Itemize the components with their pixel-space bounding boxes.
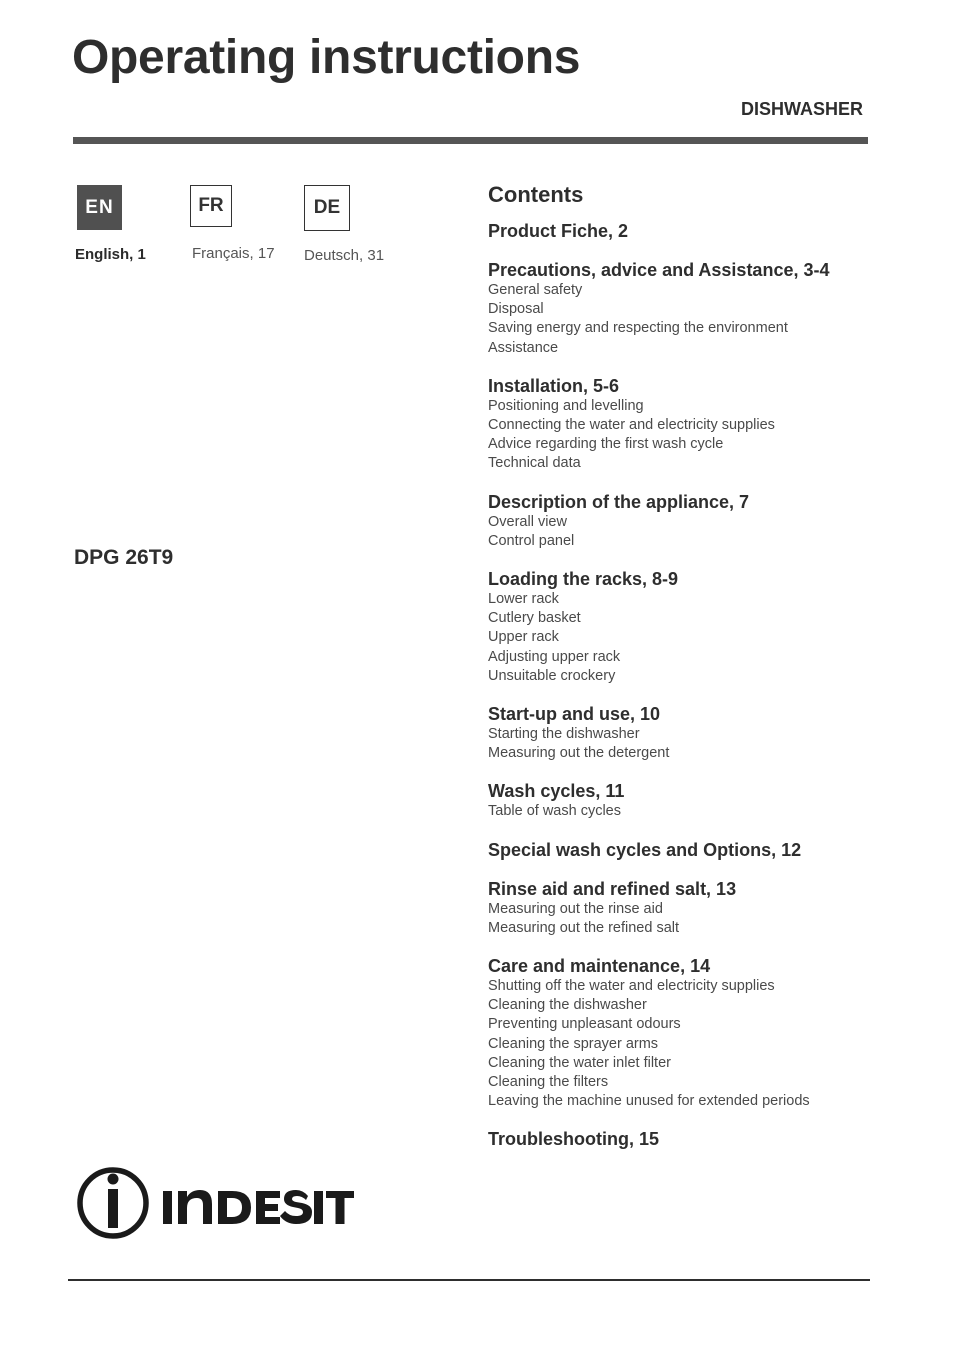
language-label-fr: Français, 17 [192,245,275,262]
header-divider [73,137,868,144]
contents-section [488,491,888,551]
contents-subitem[interactable]: Shutting off the water and electricity supplies [488,978,775,995]
language-code-en[interactable]: EN [77,185,122,230]
contents-section [488,1128,888,1150]
contents-subitem[interactable]: Assistance [488,339,559,356]
model-number: DPG 26T9 [74,546,174,569]
contents-subitem[interactable]: Starting the dishwasher [488,726,640,743]
contents-subitem[interactable]: Disposal [488,301,544,318]
contents-subitem[interactable]: Lower rack [488,591,559,608]
contents-section [488,568,888,686]
contents-subitem[interactable]: Cleaning the sprayer arms [488,1035,659,1052]
contents-subitem[interactable]: Cleaning the water inlet filter [488,1054,671,1071]
contents-subitem[interactable]: Saving energy and respecting the environment [488,320,788,337]
contents-section-title[interactable]: Special wash cycles and Options, 12 [488,839,802,860]
contents-section-title[interactable]: Installation, 5-6 [488,375,620,396]
contents-section-title[interactable]: Troubleshooting, 15 [488,1129,660,1150]
language-fr[interactable] [190,185,320,262]
contents-subitem[interactable]: Unsuitable crockery [488,667,616,684]
contents-section [488,780,888,821]
contents-subitem[interactable]: General safety [488,282,583,298]
contents-subitem[interactable]: Preventing unpleasant odours [488,1016,681,1033]
contents-subitem[interactable]: Cleaning the dishwasher [488,997,647,1014]
language-en[interactable] [77,185,207,263]
contents-subitem[interactable]: Positioning and levelling [488,397,644,414]
contents-section [488,259,888,358]
contents-section [488,375,888,474]
contents-section-title[interactable]: Care and maintenance, 14 [488,956,711,977]
language-code-de[interactable]: DE [304,185,350,231]
contents-subitem[interactable]: Measuring out the refined salt [488,919,680,936]
contents-heading: Contents [488,182,584,207]
table-of-contents [488,182,888,1167]
footer-divider [68,1279,870,1281]
contents-subitem[interactable]: Measuring out the rinse aid [488,900,663,917]
contents-subitem[interactable]: Table of wash cycles [488,803,621,820]
contents-subitem[interactable]: Upper rack [488,629,559,646]
contents-subitem[interactable]: Advice regarding the first wash cycle [488,436,724,453]
contents-subitem[interactable]: Cutlery basket [488,610,581,627]
contents-section-title[interactable]: Wash cycles, 11 [488,781,625,802]
contents-subitem[interactable]: Adjusting upper rack [488,648,621,665]
contents-section [488,839,888,861]
language-label-en: English, 1 [75,246,146,263]
contents-subitem[interactable]: Connecting the water and electricity supplies [488,417,775,434]
contents-section [488,703,888,763]
contents-section-title[interactable]: Loading the racks, 8-9 [488,569,679,590]
contents-section-title[interactable]: Product Fiche, 2 [488,221,629,241]
contents-section-title[interactable]: Start-up and use, 10 [488,704,661,725]
contents-section-title[interactable]: Rinse aid and refined salt, 13 [488,878,737,899]
contents-section-title[interactable]: Precautions, advice and Assistance, 3-4 [488,260,830,280]
contents-subitem[interactable]: Leaving the machine unused for extended periods [488,1093,810,1110]
contents-subitem[interactable]: Technical data [488,455,581,472]
language-label-de: Deutsch, 31 [304,247,385,264]
indesit-logo [76,1166,356,1244]
contents-section [488,878,888,938]
contents-subitem[interactable]: Overall view [488,513,567,530]
contents-subitem[interactable]: Cleaning the filters [488,1074,609,1091]
contents-subitem[interactable]: Control panel [488,532,575,549]
contents-subitem[interactable]: Measuring out the detergent [488,745,670,762]
contents-section [488,220,888,242]
contents-section-title[interactable]: Description of the appliance, 7 [488,491,750,512]
language-de[interactable] [304,185,434,264]
page-title: Operating instructions [72,31,581,84]
contents-section [488,955,888,1111]
document-type: DISHWASHER [740,99,863,119]
language-code-fr[interactable]: FR [190,185,232,227]
